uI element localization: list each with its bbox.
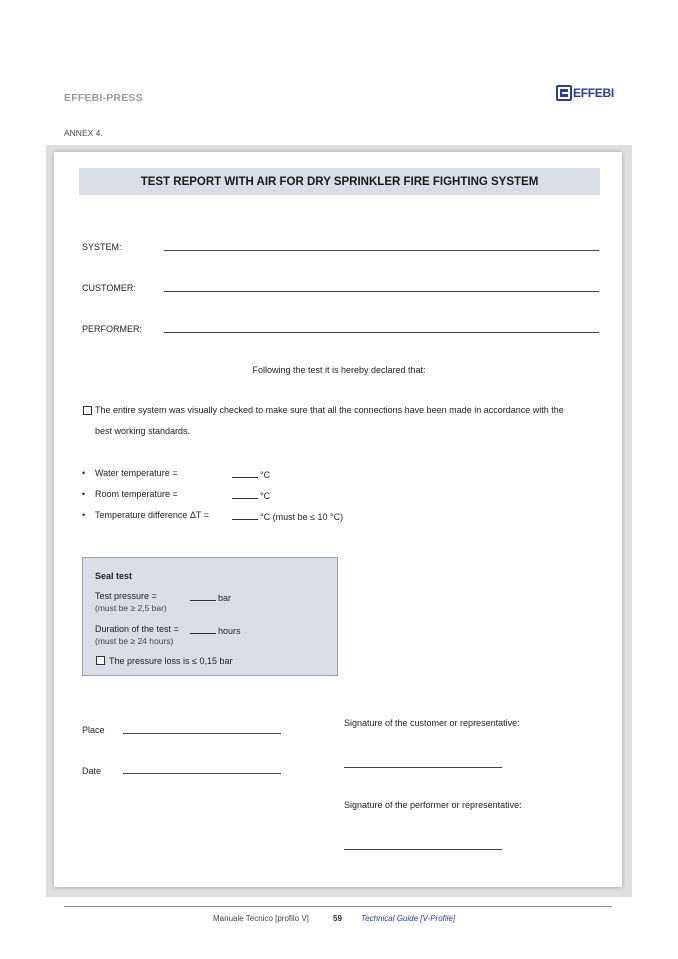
date-label: Date xyxy=(82,766,102,776)
footer-guide: Technical Guide [V-Profile] xyxy=(361,914,456,923)
logo-mark-icon xyxy=(556,85,572,101)
bullet-dot: • xyxy=(82,510,86,520)
system-field[interactable] xyxy=(164,250,599,251)
room-temp-label: Room temperature = xyxy=(95,489,178,499)
system-label: SYSTEM: xyxy=(82,242,122,252)
footer-manual: Manuale Tecnico [profilo V] xyxy=(213,914,309,923)
performer-signature-label: Signature of the performer or representative: xyxy=(344,800,522,810)
duration-note: (must be ≥ 24 hours) xyxy=(95,636,174,646)
room-temp-field[interactable] xyxy=(230,489,270,501)
place-field[interactable] xyxy=(123,733,281,734)
water-temp-field[interactable] xyxy=(230,468,270,480)
temp-diff-unit: °C (must be ≤ 10 °C) xyxy=(260,512,344,522)
pressure-loss-checkbox[interactable] xyxy=(96,656,105,665)
performer-label: PERFORMER: xyxy=(82,324,143,334)
temp-diff-field[interactable] xyxy=(230,510,343,522)
customer-field[interactable] xyxy=(164,291,599,292)
logo-text: EFFEBI xyxy=(573,86,614,100)
declaration-text: Following the test it is hereby declared that: xyxy=(252,365,426,375)
pressure-note: (must be ≥ 2,5 bar) xyxy=(95,603,167,613)
header-brand: EFFEBI-PRESS xyxy=(64,92,143,104)
water-temp-label: Water temperature = xyxy=(95,468,178,478)
pressure-label: Test pressure = xyxy=(95,591,157,601)
pressure-unit: bar xyxy=(218,593,232,603)
customer-label: CUSTOMER: xyxy=(82,283,136,293)
place-label: Place xyxy=(82,725,105,735)
pressure-field[interactable] xyxy=(188,591,231,603)
footer-rule xyxy=(64,906,612,907)
page-number: 59 xyxy=(333,914,342,923)
date-field[interactable] xyxy=(123,773,281,774)
performer-field[interactable] xyxy=(164,332,599,333)
brand-logo xyxy=(556,82,614,104)
visual-check-text-cont: best working standards. xyxy=(95,426,191,436)
visual-check-checkbox[interactable] xyxy=(83,406,92,415)
seal-test-title: Seal test xyxy=(95,571,133,581)
form-title: TEST REPORT WITH AIR FOR DRY SPRINKLER FIRE FIGHTING SYSTEM xyxy=(140,175,539,188)
visual-check-text: The entire system was visually checked to make sure that all the connections have been made in accordance with the xyxy=(95,405,564,415)
customer-signature-label: Signature of the customer or representative: xyxy=(344,718,520,728)
annex-label: ANNEX 4. xyxy=(64,128,103,138)
duration-unit: hours xyxy=(218,626,241,636)
bullet-dot: • xyxy=(82,489,86,499)
duration-label: Duration of the test = xyxy=(95,624,179,634)
water-temp-unit: °C xyxy=(260,470,271,480)
form-title-bar xyxy=(79,168,600,195)
performer-signature-field[interactable] xyxy=(344,849,502,850)
bullet-dot: • xyxy=(82,468,86,478)
temp-diff-label: Temperature difference ΔT = xyxy=(95,510,209,520)
pressure-loss-text: The pressure loss is ≤ 0,15 bar xyxy=(109,656,233,666)
room-temp-unit: °C xyxy=(260,491,271,501)
customer-signature-field[interactable] xyxy=(344,767,502,768)
duration-field[interactable] xyxy=(188,624,241,636)
